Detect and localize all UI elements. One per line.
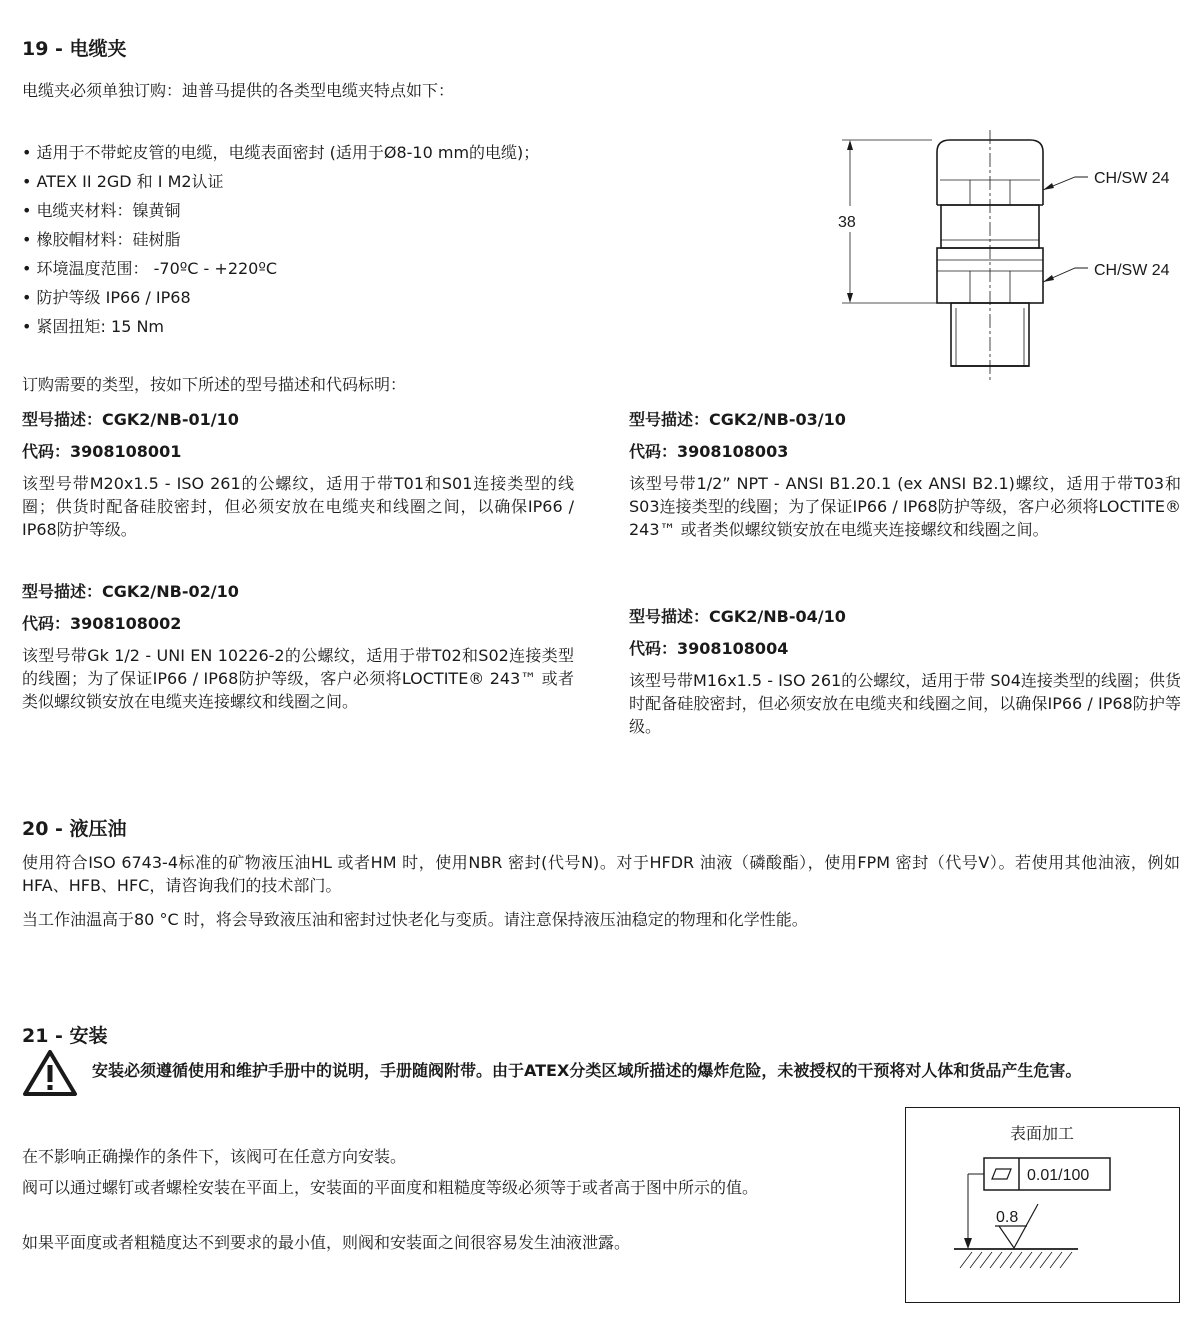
warning-icon [22,1049,78,1097]
feature-item: • 环境温度范围： -70ºC - +220ºC [22,254,539,283]
model-text: 该型号带1/2” NPT - ANSI B1.20.1 (ex ANSI B2.1)螺纹，适用于带T03和S03连接类型的线圈；为了保证IP66 / IP68防护等级，客户必须将LOCTITE® 243™ 或者类似螺纹锁安放在电缆夹连接螺纹和线圈之间。 [629,474,1181,539]
model-text: 该型号带Gk 1/2 - UNI EN 10226-2的公螺纹，适用于带T02和S02连接类型的线圈；为了保证IP66 / IP68防护等级，客户必须将LOCTITE® 243™ 或者类似螺纹锁安放在电缆夹连接螺纹和线圈之间。 [22,646,574,711]
model-code: 代码：3908108002 [22,614,182,633]
hydraulic-oil-paragraph-1: 使用符合ISO 6743-4标准的矿物液压油HL 或者HM 时，使用NBR 密封(代号N)。对于HFDR 油液（磷酸酯），使用FPM 密封（代号V）。若使用其他油液，例如HFA、HFB、HFC，请咨询我们的技术部门。 [22,853,1180,895]
wrench-size-top: CH/SW 24 [1094,170,1170,187]
model-text: 该型号带M16x1.5 - ISO 261的公螺纹，适用于带 S04连接类型的线圈；供货时配备硅胶密封，但必须安放在电缆夹和线圈之间，以确保IP66 / IP68防护等级。 [629,671,1181,736]
feature-item: • 电缆夹材料：镍黄铜 [22,196,539,225]
model-description: 型号描述：CGK2/NB-03/10 [629,410,846,429]
hydraulic-oil-paragraph-2: 当工作油温高于80 °C 时，将会导致液压油和密封过快老化与变质。请注意保持液压油稳定的物理和化学性能。 [22,910,808,929]
flatness-value: 0.01/100 [1027,1167,1090,1184]
model-description: 型号描述：CGK2/NB-02/10 [22,582,239,601]
feature-item: • 橡胶帽材料：硅树脂 [22,225,539,254]
model-code: 代码：3908108003 [629,442,789,461]
feature-item: • 适用于不带蛇皮管的电缆，电缆表面密封 (适用于Ø8-10 mm的电缆)； [22,138,539,167]
installation-paragraph-3: 如果平面度或者粗糙度达不到要求的最小值，则阀和安装面之间很容易发生油液泄露。 [22,1233,631,1252]
dimension-label: 38 [838,214,856,231]
section-19-intro: 电缆夹必须单独订购：迪普马提供的各类型电缆夹特点如下： [22,81,455,100]
installation-paragraph-2: 阀可以通过螺钉或者螺栓安装在平面上，安装面的平面度和粗糙度等级必须等于或者高于图中所示的值。 [22,1178,759,1197]
section-20-title: 20 - 液压油 [22,818,127,840]
roughness-value: 0.8 [996,1209,1019,1226]
feature-list [22,138,539,341]
flatness-icon [992,1169,1011,1179]
model-description: 型号描述：CGK2/NB-01/10 [22,410,239,429]
installation-paragraph-1: 在不影响正确操作的条件下，该阀可在任意方向安装。 [22,1147,407,1166]
order-note: 订购需要的类型，按如下所述的型号描述和代码标明： [22,375,407,394]
feature-item: • 防护等级 IP66 / IP68 [22,283,539,312]
surface-finish-title: 表面加工 [1009,1124,1074,1143]
feature-item: • 紧固扭矩: 15 Nm [22,312,539,341]
wrench-size-bottom: CH/SW 24 [1094,262,1170,279]
feature-item: • ATEX II 2GD 和 I M2认证 [22,167,539,196]
model-code: 代码：3908108001 [22,442,182,461]
model-description: 型号描述：CGK2/NB-04/10 [629,607,846,626]
surface-finish-box [905,1107,1180,1303]
model-code: 代码：3908108004 [629,639,789,658]
cable-gland-diagram [820,130,1190,380]
model-text: 该型号带M20x1.5 - ISO 261的公螺纹，适用于带T01和S01连接类型的线圈；供货时配备硅胶密封，但必须安放在电缆夹和线圈之间，以确保IP66 / IP68防护等级。 [22,474,574,539]
installation-warning: 安装必须遵循使用和维护手册中的说明，手册随阀附带。由于ATEX分类区域所描述的爆炸危险，未被授权的干预将对人体和货品产生危害。 [92,1061,1082,1080]
section-21-title: 21 - 安装 [22,1025,108,1047]
section-19-title: 19 - 电缆夹 [22,38,127,60]
